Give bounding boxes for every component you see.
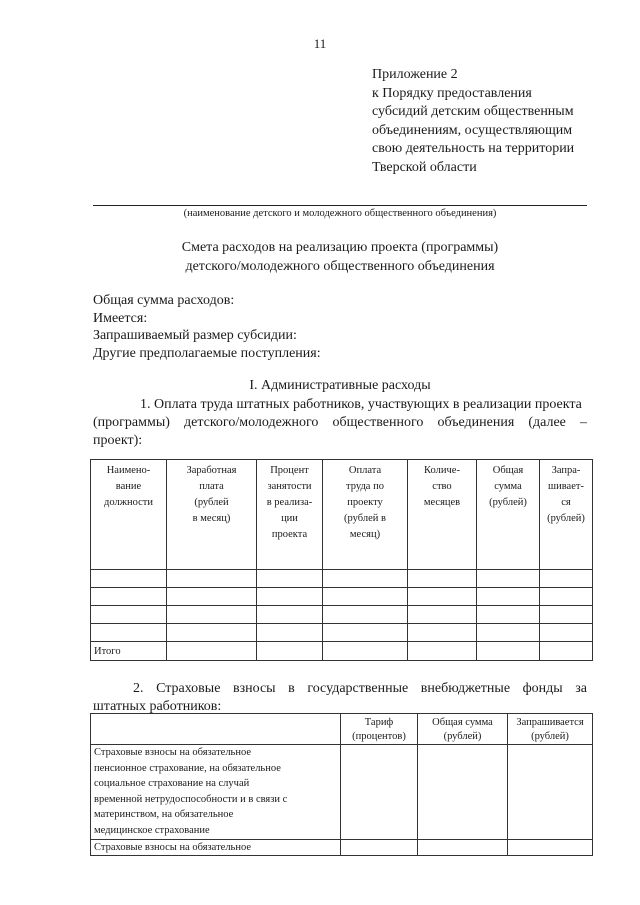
organization-name-line — [93, 205, 587, 206]
header-total-sum: Общая сумма (рублей) — [418, 714, 508, 745]
table-row — [91, 624, 593, 642]
appendix-line: субсидий детским общественным — [372, 104, 574, 120]
table-row — [91, 606, 593, 624]
header-months: Количе- ство месяцев — [408, 460, 477, 570]
header-rate: Тариф (процентов) — [341, 714, 418, 745]
header-requested: Запрашивается (рублей) — [508, 714, 593, 745]
appendix-line: Приложение 2 — [372, 67, 458, 82]
table-row — [91, 745, 593, 840]
estimate-title-line: детского/молодежного общественного объединения — [185, 259, 495, 274]
item1-line: 1. Оплата труда штатных работников, участвующих в реализации проекта — [140, 397, 582, 412]
table-row — [91, 570, 593, 588]
header-salary: Заработная плата (рублей в месяц) — [167, 460, 257, 570]
item2-line: штатных работников: — [93, 699, 222, 714]
table-header-row — [91, 714, 593, 745]
total-label: Итого — [91, 642, 167, 661]
table-header-row — [91, 460, 593, 570]
sums-block — [93, 292, 587, 362]
insurance-contributions-table — [90, 713, 593, 856]
appendix-header — [372, 66, 622, 178]
contribution-description: Страховые взносы на обязательное пенсионное страхование, на обязательное социальное страхование на случай временной нетрудоспособности и в связи с материнством, на обязательное медицинское страхование — [91, 745, 341, 840]
estimate-title-line: Смета расходов на реализацию проекта (программы) — [181, 240, 499, 255]
table-row — [91, 588, 593, 606]
section1-title: I. Административные расходы — [249, 378, 431, 393]
appendix-line: Тверской области — [372, 159, 477, 175]
item2-paragraph — [93, 680, 587, 716]
appendix-line: свою деятельность на территории — [372, 141, 575, 157]
appendix-line: объединениям, осуществляющим — [372, 122, 573, 138]
item2-line: 2. Страховые взносы в государственные внебюджетные фонды за — [133, 681, 587, 696]
item1-line: (программы) детского/молодежного общественного объединения (далее – — [93, 415, 587, 430]
table-row — [91, 839, 593, 856]
available-label: Имеется: — [93, 310, 148, 326]
estimate-title — [93, 238, 587, 276]
staff-salary-table — [90, 459, 593, 661]
header-position: Наимено- вание должности — [91, 460, 167, 570]
header-employment-percent: Процент занятости в реализа- ции проекта — [257, 460, 323, 570]
total-expenses-label: Общая сумма расходов: — [93, 293, 235, 308]
other-income-label: Другие предполагаемые поступления: — [93, 345, 321, 361]
header-requested: Запра- шивает- ся (рублей) — [540, 460, 593, 570]
page-number: 11 — [313, 36, 327, 51]
appendix-line: к Порядку предоставления — [372, 85, 532, 101]
item1-line: проект): — [93, 433, 143, 448]
total-row — [91, 642, 593, 661]
requested-subsidy-label: Запрашиваемый размер субсидии: — [93, 328, 297, 343]
header-project-pay: Оплата труда по проекту (рублей в месяц) — [323, 460, 408, 570]
organization-name-caption: (наименование детского и молодежного общественного объединения) — [183, 208, 497, 219]
header-total-sum: Общая сумма (рублей) — [477, 460, 540, 570]
contribution-description: Страховые взносы на обязательное — [91, 839, 341, 856]
item1-paragraph — [93, 396, 587, 450]
header-blank — [91, 714, 341, 745]
